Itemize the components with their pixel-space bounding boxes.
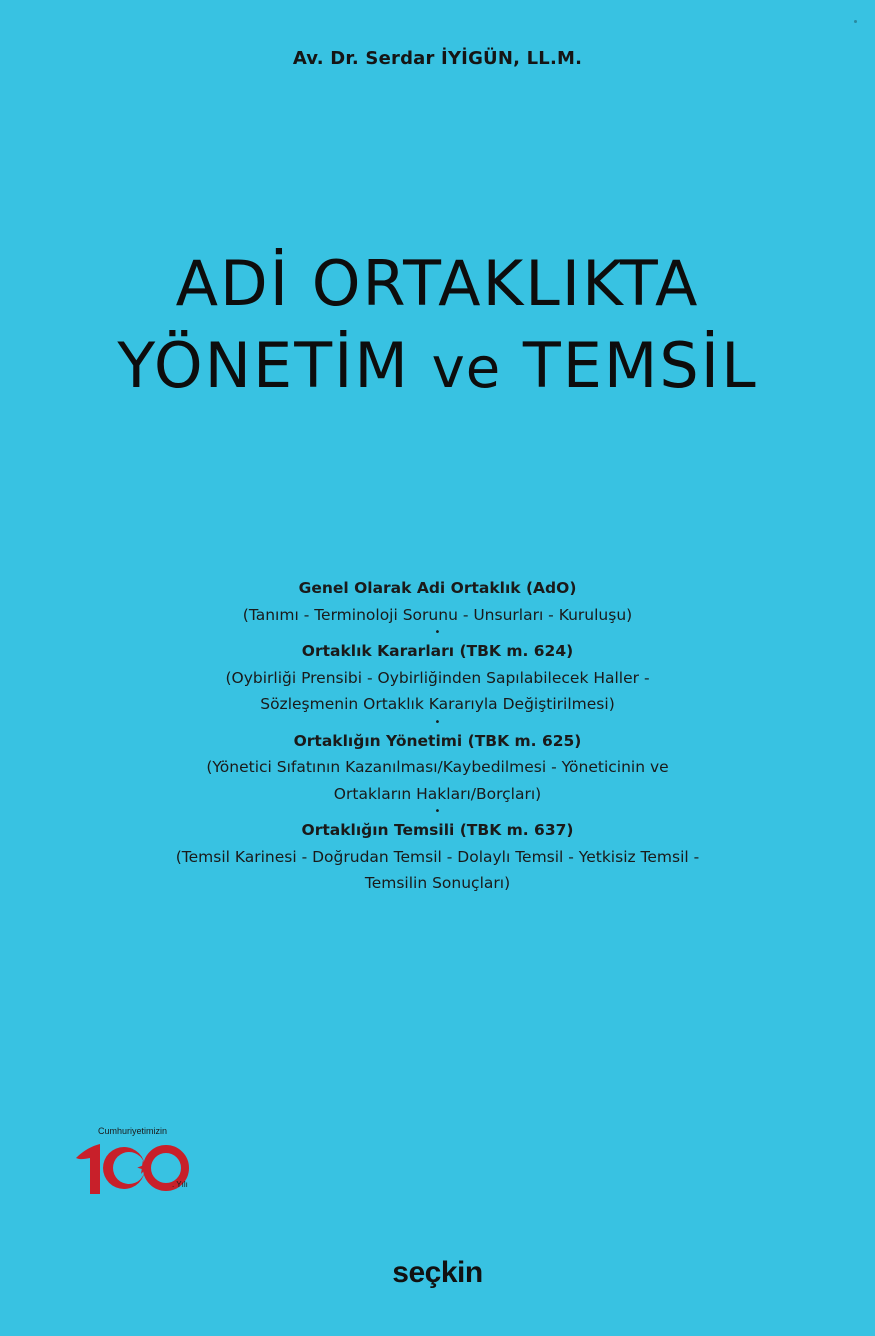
contents-description: Temsilin Sonuçları): [364, 874, 511, 892]
book-title: [0, 243, 875, 410]
contents-item: [0, 575, 875, 628]
separator-bullet: •: [434, 627, 441, 638]
publisher-logo: seçkin: [392, 1256, 483, 1289]
title-line-1: ADİ ORTAKLIKTA: [175, 247, 700, 320]
separator-bullet: •: [434, 806, 441, 817]
title-word-yonetim: YÖNETİM: [117, 329, 410, 402]
title-word-temsil: TEMSİL: [522, 329, 758, 402]
centennial-suffix: . Yılı: [172, 1180, 188, 1189]
contents-item: [0, 728, 875, 808]
corner-mark: [854, 20, 857, 23]
contents-description: (Temsil Karinesi - Doğrudan Temsil - Dolaylı Temsil - Yetkisiz Temsil -: [175, 847, 700, 866]
contents-description: (Tanımı - Terminoloji Sorunu - Unsurları - Kuruluşu): [242, 605, 633, 624]
separator-bullet: •: [434, 716, 441, 728]
contents-heading: Ortaklığın Temsili (TBK m. 637): [301, 821, 574, 839]
contents-description: (Oybirliği Prensibi - Oybirliğinden Sapılabilecek Haller -: [225, 668, 650, 687]
contents-heading: Genel Olarak Adi Ortaklık (AdO): [298, 579, 577, 597]
contents-item: [0, 817, 875, 897]
contents-item: [0, 638, 875, 718]
title-word-ve: ve: [431, 336, 502, 401]
title-line-2: [0, 325, 875, 410]
contents-heading: Ortaklığın Yönetimi (TBK m. 625): [293, 731, 582, 750]
contents-description: Sözleşmenin Ortaklık Kararıyla Değiştirilmesi): [260, 695, 615, 713]
centennial-logo: [74, 1126, 194, 1200]
centennial-caption: Cumhuriyetimizin: [98, 1126, 168, 1136]
author-name: Av. Dr. Serdar İYİGÜN, LL.M.: [292, 48, 583, 69]
contents-heading: Ortaklık Kararları (TBK m. 624): [301, 642, 574, 660]
contents-summary: [0, 575, 875, 897]
contents-description: (Yönetici Sıfatının Kazanılması/Kaybedilmesi - Yöneticinin ve: [206, 758, 669, 776]
contents-description: Ortakların Hakları/Borçları): [333, 784, 542, 803]
